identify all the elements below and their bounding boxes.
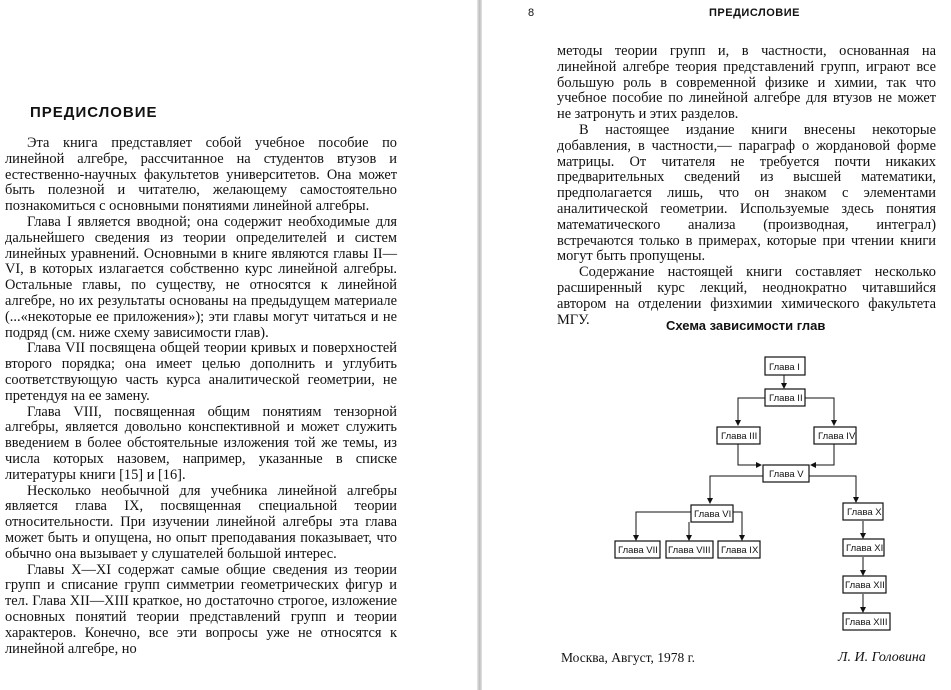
paragraph: Эта книга представляет собой учебное пособие по линейной алгебре, рассчитанное на студентов втузов и естественно-научных факультетов университетов. Она может быть полезной и читателю, желающему самостоятельно познакомиться с основными понятиями линейной алгебры. <box>5 135 397 215</box>
diagram-node <box>765 357 805 375</box>
svg-text:Глава I: Глава I <box>769 362 800 373</box>
diagram-node <box>843 576 886 593</box>
diagram-node <box>691 505 733 522</box>
svg-text:Глава II: Глава II <box>769 393 803 404</box>
svg-text:Глава IX: Глава IX <box>721 545 759 556</box>
left-page-text <box>5 136 397 657</box>
paragraph: Несколько необычной для учебника линейной алгебры является глава IX, посвященная специальной теории относительности. При изучении линейной алгебры эта глава может быть и опущена, но опыт преподавания показывает, что обычно она вызывает у слушателей большой интерес. <box>5 482 397 562</box>
svg-text:Глава X: Глава X <box>847 507 882 518</box>
diagram-node <box>843 539 884 556</box>
diagram-node <box>843 503 883 520</box>
author-signature: Л. И. Головина <box>838 650 926 665</box>
diagram-node <box>615 541 660 558</box>
diagram-title: Схема зависимости глав <box>666 318 826 333</box>
svg-text:Глава VI: Глава VI <box>694 509 732 520</box>
diagram-node <box>814 427 856 444</box>
svg-text:Глава XI: Глава XI <box>846 543 884 554</box>
diagram-node <box>765 389 805 406</box>
chapter-dependency-diagram <box>486 340 951 640</box>
paragraph: В настоящее издание книги внесены некоторые добавления, в частности,— параграф о жордановой форме матрицы. От читателя не требуется почти никаких предварительных сведений из высшей математики, предполагается лишь, что он знаком с элементами аналитической геометрии. Используемые здесь понятия математического анализа (производная, интеграл) встречаются только в примерах, которые при чтении книги могут быть пропущены. <box>557 121 936 265</box>
svg-text:Глава XII: Глава XII <box>845 580 885 591</box>
paragraph: методы теории групп и, в частности, основанная на линейной алгебре теория представлений групп, играют все большую роль в современной физике и химии, так что учебное пособие по линейной алгебре для втузов не может не затронуть и этих разделов. <box>557 43 936 123</box>
svg-text:Глава VII: Глава VII <box>618 545 658 556</box>
right-page-text <box>557 44 936 328</box>
diagram-node <box>666 541 713 558</box>
diagram-node <box>718 541 760 558</box>
page-number: 8 <box>528 7 535 19</box>
book-spine <box>477 0 482 690</box>
diagram-node <box>843 613 890 630</box>
diagram-node <box>717 427 760 444</box>
right-page <box>486 0 951 690</box>
svg-text:Глава VIII: Глава VIII <box>668 545 711 556</box>
paragraph: Содержание настоящей книги составляет несколько расширенный курс лекций, неоднократно читавшийся автором на отделении физхимии химического факультета МГУ. <box>557 264 936 328</box>
running-title: ПРЕДИСЛОВИЕ <box>709 7 800 19</box>
svg-text:Глава IV: Глава IV <box>818 431 856 442</box>
paragraph: Глава I является вводной; она содержит необходимые для дальнейшего сведения из теории определителей и систем линейных уравнений. Основными в книге являются главы II—VI, в которых излагается собственно курс линейной алгебры. Остальные главы, по существу, не относятся к линейной алгебре, но их результаты основаны на предыдущем материале (...«некоторые ее приложения»); эти главы могут читаться и не подряд (см. ниже схему зависимости глав). <box>5 213 397 341</box>
diagram-edges <box>636 375 863 612</box>
paragraph: Глава VII посвящена общей теории кривых и поверхностей второго порядка; она имеет целью дополнить и углубить соответствующую часть курса аналитической геометрии, не претендуя на ее замену. <box>5 340 397 404</box>
svg-text:Глава V: Глава V <box>769 469 804 480</box>
svg-text:Глава III: Глава III <box>721 431 758 442</box>
svg-text:Глава XIII: Глава XIII <box>845 617 888 628</box>
place-and-date: Москва, Август, 1978 г. <box>561 650 696 665</box>
preface-heading: ПРЕДИСЛОВИЕ <box>30 104 158 121</box>
paragraph: Глава VIII, посвященная общим понятиям тензорной алгебры, является довольно конспективной и может служить введением в более обстоятельные изложения той же темы, из числа которых назовем, например, указанные в списке литературы книги [15] и [16]. <box>5 403 397 483</box>
paragraph: Главы X—XI содержат самые общие сведения из теории групп и списание групп симметрии геометрических фигур и тел. Глава XII—XIII краткое, но достаточно строгое, изложение основных понятий теории представлений групп и теории характеров. Конечно, все эти вопросы уже не относятся к линейной алгебре, но <box>5 561 397 657</box>
diagram-node <box>763 465 809 482</box>
